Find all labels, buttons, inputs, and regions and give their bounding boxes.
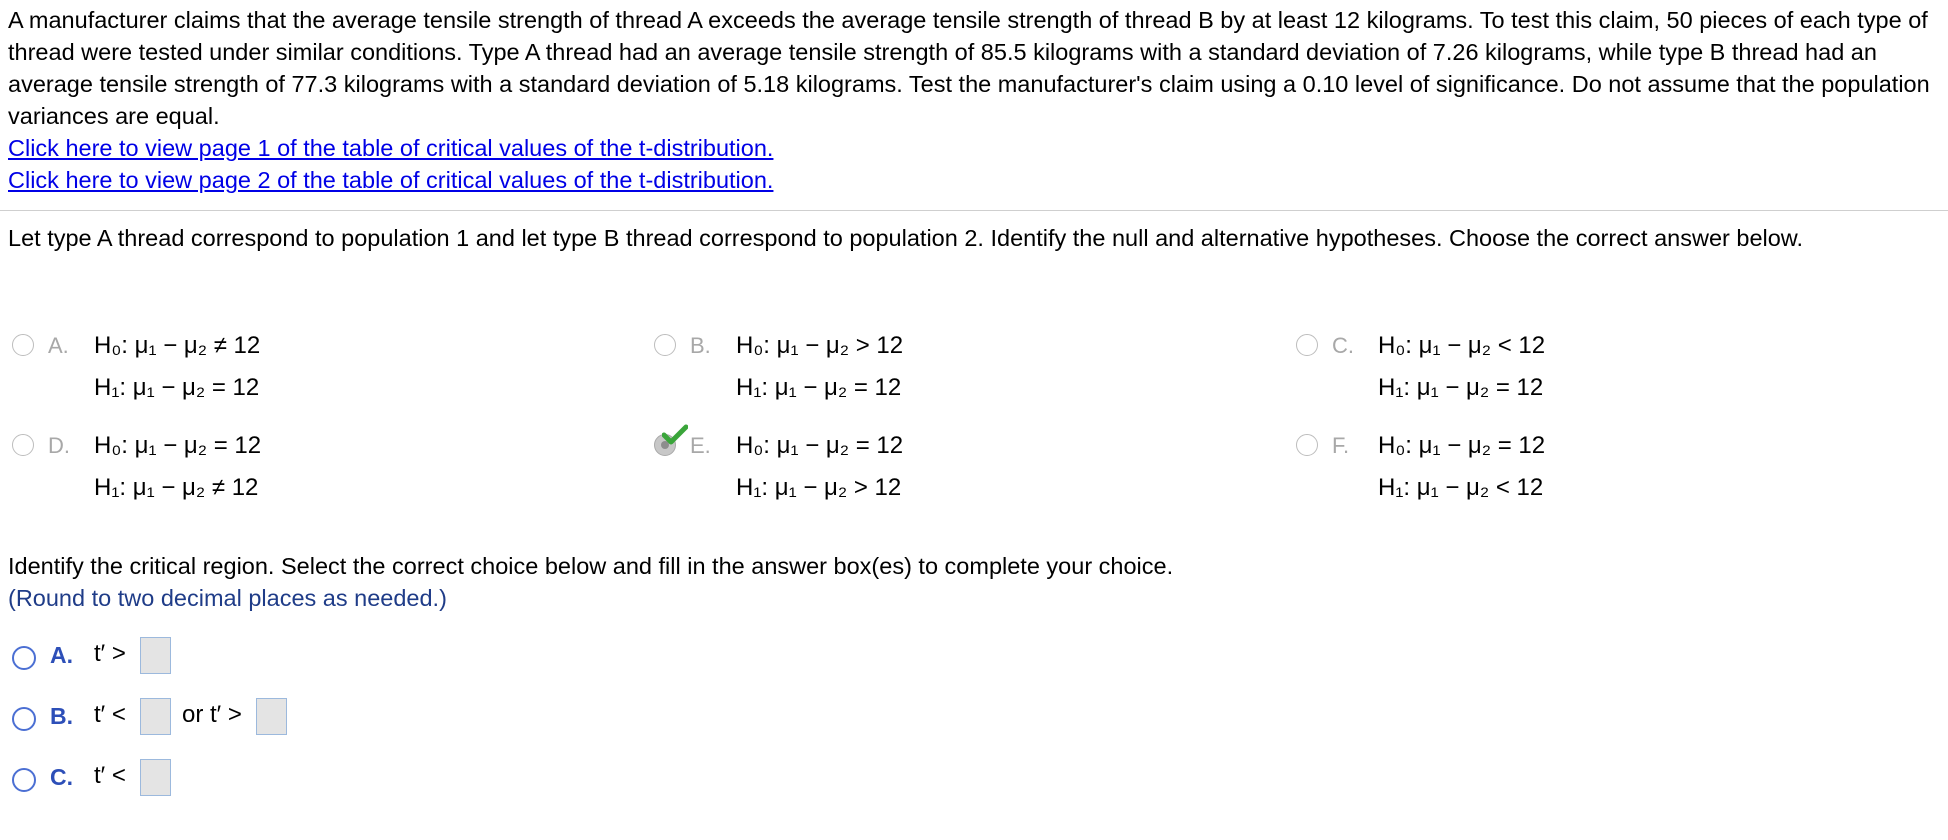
option-c-letter: C. — [1332, 333, 1354, 358]
rounding-hint: (Round to two decimal places as needed.) — [8, 585, 447, 611]
hypotheses-question: Let type A thread correspond to population 1 and let type B thread correspond to population 2. Identify the null and alternative hypotheses. Choose the correct answer below. — [8, 225, 1804, 251]
option-b-h1: H₁: μ₁ − μ₂ = 12 — [736, 374, 902, 401]
critical-choice-b-radio[interactable] — [12, 707, 36, 731]
option-e-h1: H₁: μ₁ − μ₂ > 12 — [736, 474, 902, 501]
option-d-h0: H₀: μ₁ − μ₂ = 12 — [94, 432, 262, 459]
t-table-page-1-link[interactable]: Click here to view page 1 of the table of critical values of the t-distribution. — [8, 135, 774, 161]
option-b-h0: H₀: μ₁ − μ₂ > 12 — [736, 332, 904, 359]
option-d-letter: D. — [48, 433, 70, 458]
option-c-radio[interactable] — [1296, 334, 1318, 356]
option-e-h0: H₀: μ₁ − μ₂ = 12 — [736, 432, 904, 459]
critical-choice-a-letter: A. — [50, 642, 73, 668]
option-d-radio[interactable] — [12, 434, 34, 456]
problem-statement — [8, 4, 1933, 196]
option-a-letter: A. — [48, 333, 69, 358]
correct-check-icon — [662, 424, 688, 446]
critical-region-question — [8, 550, 1933, 614]
critical-choice-c-text: t′ < — [94, 762, 126, 789]
option-e-letter: E. — [690, 433, 711, 458]
option-a-h1: H₁: μ₁ − μ₂ = 12 — [94, 374, 260, 401]
critical-choice-b-or-text: or t′ > — [182, 701, 242, 728]
option-f-h1: H₁: μ₁ − μ₂ < 12 — [1378, 474, 1544, 501]
option-f-h0: H₀: μ₁ − μ₂ = 12 — [1378, 432, 1546, 459]
option-d[interactable] — [12, 430, 572, 510]
critical-choice-c-letter: C. — [50, 764, 73, 790]
option-c-h1: H₁: μ₁ − μ₂ = 12 — [1378, 374, 1544, 401]
option-b-radio[interactable] — [654, 334, 676, 356]
option-a-radio[interactable] — [12, 334, 34, 356]
option-a[interactable] — [12, 330, 572, 410]
hypotheses-options — [12, 330, 1932, 510]
option-e[interactable] — [654, 430, 1214, 510]
critical-choice-b-letter: B. — [50, 703, 73, 729]
option-b-letter: B. — [690, 333, 711, 358]
critical-value-b-upper-input[interactable] — [256, 698, 287, 735]
t-table-page-2-link[interactable]: Click here to view page 2 of the table of critical values of the t-distribution. — [8, 167, 774, 193]
critical-choice-a-radio[interactable] — [12, 646, 36, 670]
critical-choice-b-text: t′ < — [94, 701, 126, 728]
critical-choice-a-text: t′ > — [94, 640, 126, 667]
critical-value-c-input[interactable] — [140, 759, 171, 796]
option-c[interactable] — [1296, 330, 1856, 410]
option-c-h0: H₀: μ₁ − μ₂ < 12 — [1378, 332, 1546, 359]
section-divider — [0, 210, 1948, 211]
option-d-h1: H₁: μ₁ − μ₂ ≠ 12 — [94, 474, 259, 501]
critical-value-a-input[interactable] — [140, 637, 171, 674]
critical-choice-c-radio[interactable] — [12, 768, 36, 792]
option-f-letter: F. — [1332, 433, 1350, 458]
option-f-radio[interactable] — [1296, 434, 1318, 456]
option-a-h0: H₀: μ₁ − μ₂ ≠ 12 — [94, 332, 261, 359]
problem-text: A manufacturer claims that the average tensile strength of thread A exceeds the average tensile strength of thread B by at least 12 kilograms. To test this claim, 50 pieces of each type of thread were tested under similar conditions. Type A thread had an average tensile strength of 85.5 kilograms with a standard deviation of 7.26 kilograms, while type B thread had an average tensile strength of 77.3 kilograms with a standard deviation of 5.18 kilograms. Test the manufacturer's claim using a 0.10 level of significance. Do not assume that the population variances are equal. — [8, 7, 1930, 129]
option-b[interactable] — [654, 330, 1214, 410]
critical-value-b-lower-input[interactable] — [140, 698, 171, 735]
critical-region-prompt: Identify the critical region. Select the correct choice below and fill in the answer box(es) to complete your choice. — [8, 553, 1174, 579]
option-f[interactable] — [1296, 430, 1856, 510]
